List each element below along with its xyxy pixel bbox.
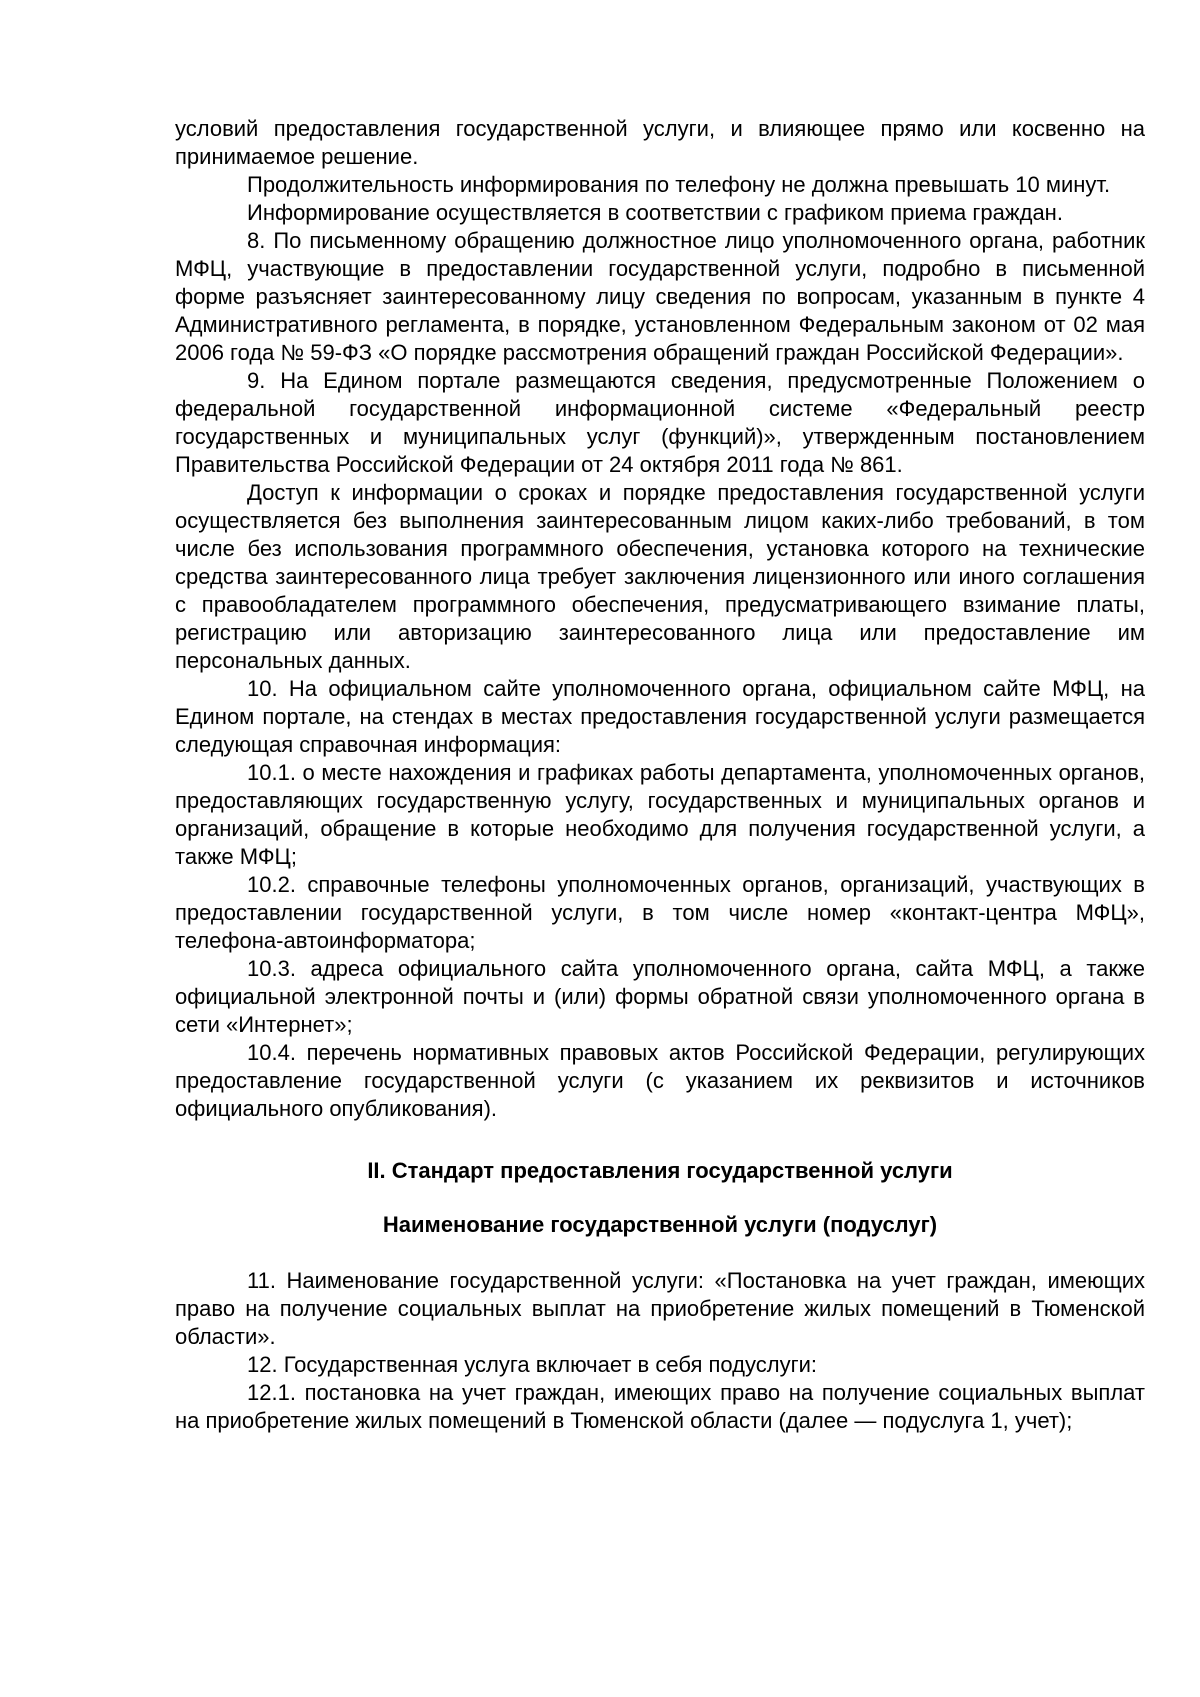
paragraph-item-10-2: 10.2. справочные телефоны уполномоченных органов, организаций, участвующих в предоставлении государственной услуги, в том числе номер «контакт-центра МФЦ», телефона-автоинформатора;	[175, 872, 1145, 953]
paragraph-access: Доступ к информации о сроках и порядке предоставления государственной услуги осуществляется без выполнения заинтересованным лицом каких-либо требований, в том числе без использования программного обеспечения, установка которого на технические средства заинтересованного лица требует заключения лицензионного или иного соглашения с правообладателем программного обеспечения, предусматривающего взимание платы, регистрацию или авторизацию заинтересованного лица или предоставление им персональных данных.	[175, 480, 1145, 673]
paragraph-item-10-1: 10.1. о месте нахождения и графиках работы департамента, уполномоченных органов, предоставляющих государственную услугу, государственных и муниципальных органов и организаций, обращение в которые необходимо для получения государственной услуги, а также МФЦ;	[175, 760, 1145, 869]
paragraph-item-8: 8. По письменному обращению должностное лицо уполномоченного органа, работник МФЦ, участвующие в предоставлении государственной услуги, подробно в письменной форме разъясняет заинтересованному лицу сведения по вопросам, указанным в пункте 4 Административного регламента, в порядке, установленном Федеральным законом от 02 мая 2006 года № 59-ФЗ «О порядке рассмотрения обращений граждан Российской Федерации».	[175, 228, 1145, 365]
subsection-heading: Наименование государственной услуги (подуслуг)	[382, 1212, 938, 1237]
paragraph-item-12: 12. Государственная услуга включает в себя подуслуги:	[247, 1352, 817, 1377]
paragraph-item-10-4: 10.4. перечень нормативных правовых актов Российской Федерации, регулирующих предоставление государственной услуги (с указанием их реквизитов и источников официального опубликования).	[175, 1040, 1145, 1121]
section-heading: II. Стандарт предоставления государственной услуги	[367, 1158, 953, 1183]
paragraph-schedule: Информирование осуществляется в соответствии с графиком приема граждан.	[247, 200, 1063, 225]
paragraph-item-9: 9. На Едином портале размещаются сведения, предусмотренные Положением о федеральной государственной информационной системе «Федеральный реестр государственных и муниципальных услуг (функций)», утвержденным постановлением Правительства Российской Федерации от 24 октября 2011 года № 861.	[175, 368, 1145, 477]
paragraph-phone-duration: Продолжительность информирования по телефону не должна превышать 10 минут.	[247, 172, 1111, 197]
paragraph-continuation: условий предоставления государственной услуги, и влияющее прямо или косвенно на принимаемое решение.	[175, 116, 1145, 169]
paragraph-item-12-1: 12.1. постановка на учет граждан, имеющих право на получение социальных выплат на приобретение жилых помещений в Тюменской области (далее — подуслуга 1, учет);	[175, 1380, 1145, 1433]
paragraph-item-11: 11. Наименование государственной услуги: «Постановка на учет граждан, имеющих право на получение социальных выплат на приобретение жилых помещений в Тюменской области».	[175, 1268, 1145, 1349]
paragraph-item-10: 10. На официальном сайте уполномоченного органа, официальном сайте МФЦ, на Едином портале, на стендах в местах предоставления государственной услуги размещается следующая справочная информация:	[175, 676, 1145, 757]
paragraph-item-10-3: 10.3. адреса официального сайта уполномоченного органа, сайта МФЦ, а также официальной электронной почты и (или) формы обратной связи уполномоченного органа в сети «Интернет»;	[175, 956, 1145, 1037]
document-page	[175, 115, 1145, 1435]
